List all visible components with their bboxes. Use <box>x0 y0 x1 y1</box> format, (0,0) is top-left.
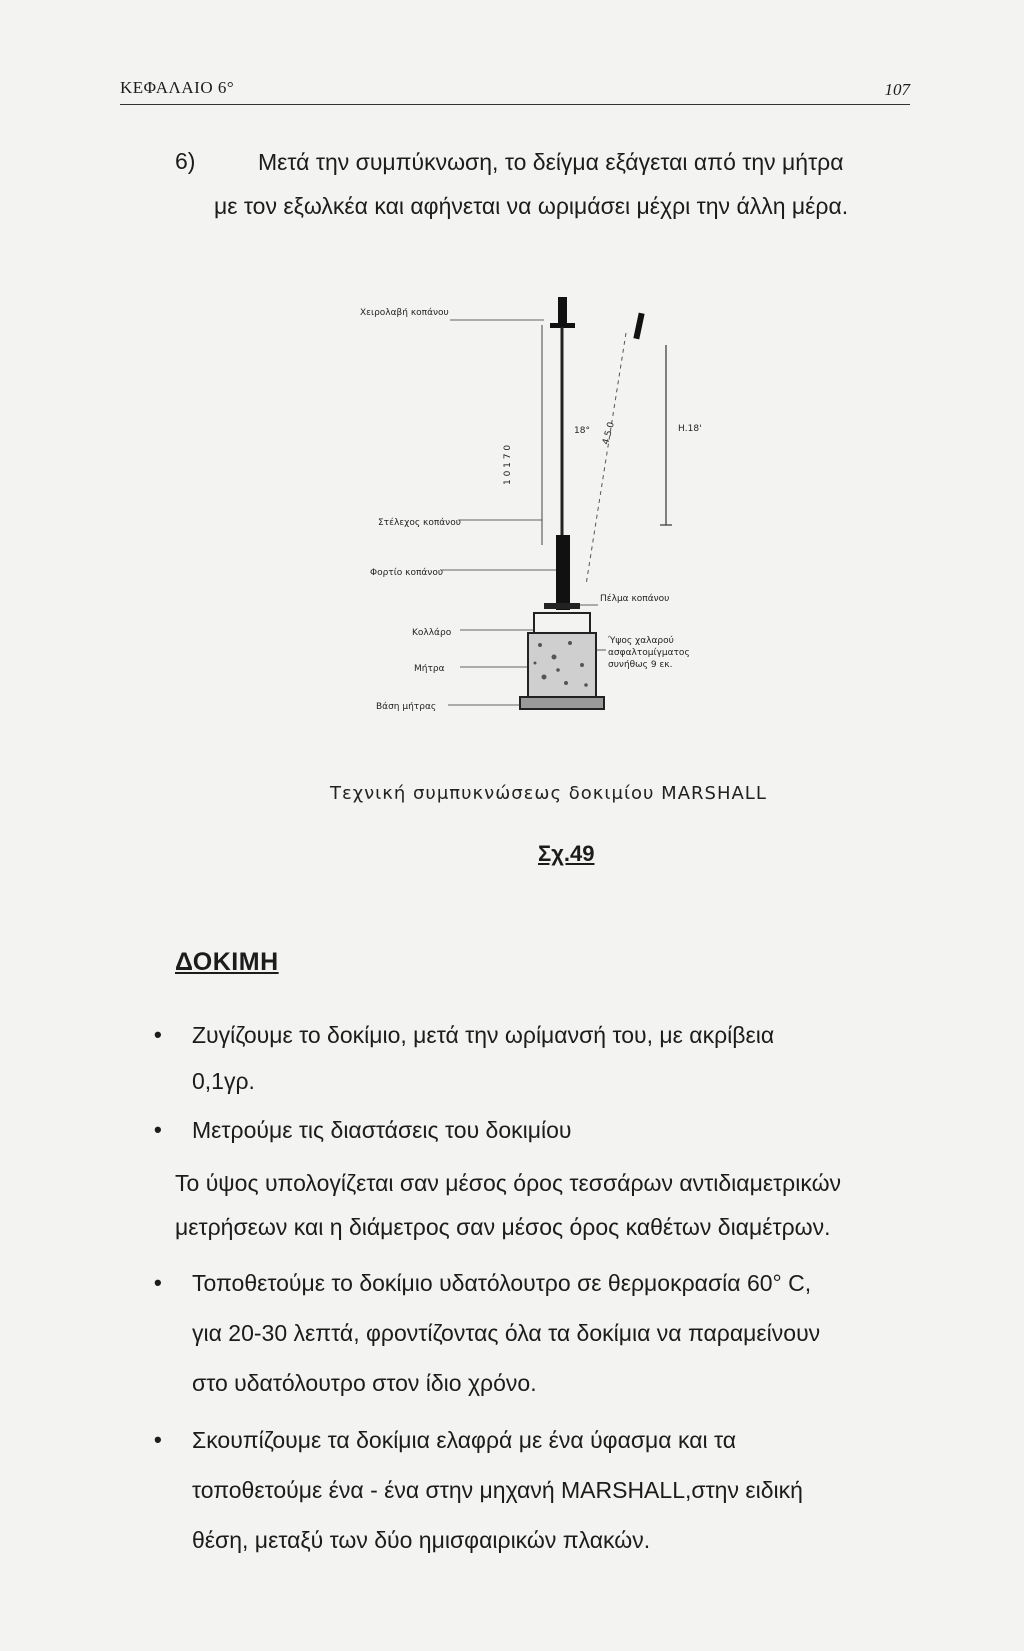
figure-number: Σχ.49 <box>538 841 595 866</box>
hammer-foot <box>544 603 580 609</box>
section-heading: ΔΟΚΙΜΗ <box>175 948 279 976</box>
label-base: Βάση μήτρας <box>376 702 437 712</box>
bullet3-line1: Τοποθετούμε το δοκίμιο υδατόλουτρο σε θερμοκρασία 60° C, <box>192 1270 812 1296</box>
label-collar: Κολλάρο <box>412 628 452 638</box>
page-header <box>120 78 910 105</box>
label-dim-right: Η.18' <box>678 424 702 434</box>
bullet4-line1: Σκουπίζουμε τα δοκίμια ελαφρά με ένα ύφασμα και τα <box>192 1427 737 1453</box>
figure-caption: Τεχνική συμπυκνώσεως δοκιμίου MARSHALL <box>330 783 767 804</box>
label-dim-mid: 4 5 0 <box>601 421 617 446</box>
mold-base-shape <box>520 697 604 709</box>
chapter-title: ΚΕΦΑΛΑΙΟ 6° <box>120 78 235 97</box>
page-number: 107 <box>884 80 910 99</box>
label-mold: Μήτρα <box>414 664 445 674</box>
hammer-weight <box>556 535 570 610</box>
mold-shape <box>528 633 596 697</box>
collar-shape <box>534 613 590 633</box>
bullet1-line1: Ζυγίζουμε το δοκίμιο, μετά την ωρίμανσή του, με ακρίβεια <box>192 1022 775 1048</box>
step-number: 6) <box>175 148 196 174</box>
tilted-handle <box>633 313 644 340</box>
paragraph-line1: Το ύψος υπολογίζεται σαν μέσος όρος τεσσάρων αντιδιαμετρικών <box>175 1170 842 1196</box>
tilted-rod-dashed <box>586 333 626 585</box>
hammer-handle-shape <box>558 297 567 327</box>
bullet3-line3: στο υδατόλουτρο στον ίδιο χρόνο. <box>192 1370 537 1396</box>
bullet-4: • <box>154 1427 162 1452</box>
bullet4-line2: τοποθετούμε ένα - ένα στην μηχανή MARSHALL,στην ειδική <box>192 1477 803 1503</box>
bullet-2: • <box>154 1117 162 1142</box>
bullet4-line3: θέση, μεταξύ των δύο ημισφαιρικών πλακών. <box>192 1527 651 1553</box>
bullet-1: • <box>154 1022 162 1047</box>
step6-line2: με τον εξωλκέα και αφήνεται να ωριμάσει μέχρι την άλλη μέρα. <box>214 193 849 219</box>
label-dim-left: 1 0 1 7 0 <box>503 444 513 485</box>
paragraph-line2: μετρήσεων και η διάμετρος σαν μέσος όρος καθέτων διαμέτρων. <box>175 1214 831 1240</box>
bullet2-line1: Μετρούμε τις διαστάσεις του δοκιμίου <box>192 1117 572 1143</box>
bullet3-line2: για 20-30 λεπτά, φροντίζοντας όλα τα δοκίμια να παραμείνουν <box>192 1320 821 1346</box>
label-height-1: Ύψος χαλαρού <box>608 636 674 646</box>
step6-line1: Μετά την συμπύκνωση, το δείγμα εξάγεται από την μήτρα <box>258 149 844 175</box>
label-rod: Στέλεχος κοπάνου <box>378 518 461 528</box>
label-handle: Χειρολαβή κοπάνου <box>360 308 449 318</box>
bullet1-line2: 0,1γρ. <box>192 1068 255 1094</box>
bullet-3: • <box>154 1270 162 1295</box>
label-angle-left: 18° <box>574 426 590 436</box>
label-height-3: συνήθως 9 εκ. <box>608 660 673 670</box>
label-foot: Πέλμα κοπάνου <box>600 594 670 604</box>
marshall-compaction-figure <box>330 285 770 765</box>
label-weight: Φορτίο κοπάνου <box>370 568 444 578</box>
label-height-2: ασφαλτομίγματος <box>608 648 690 658</box>
